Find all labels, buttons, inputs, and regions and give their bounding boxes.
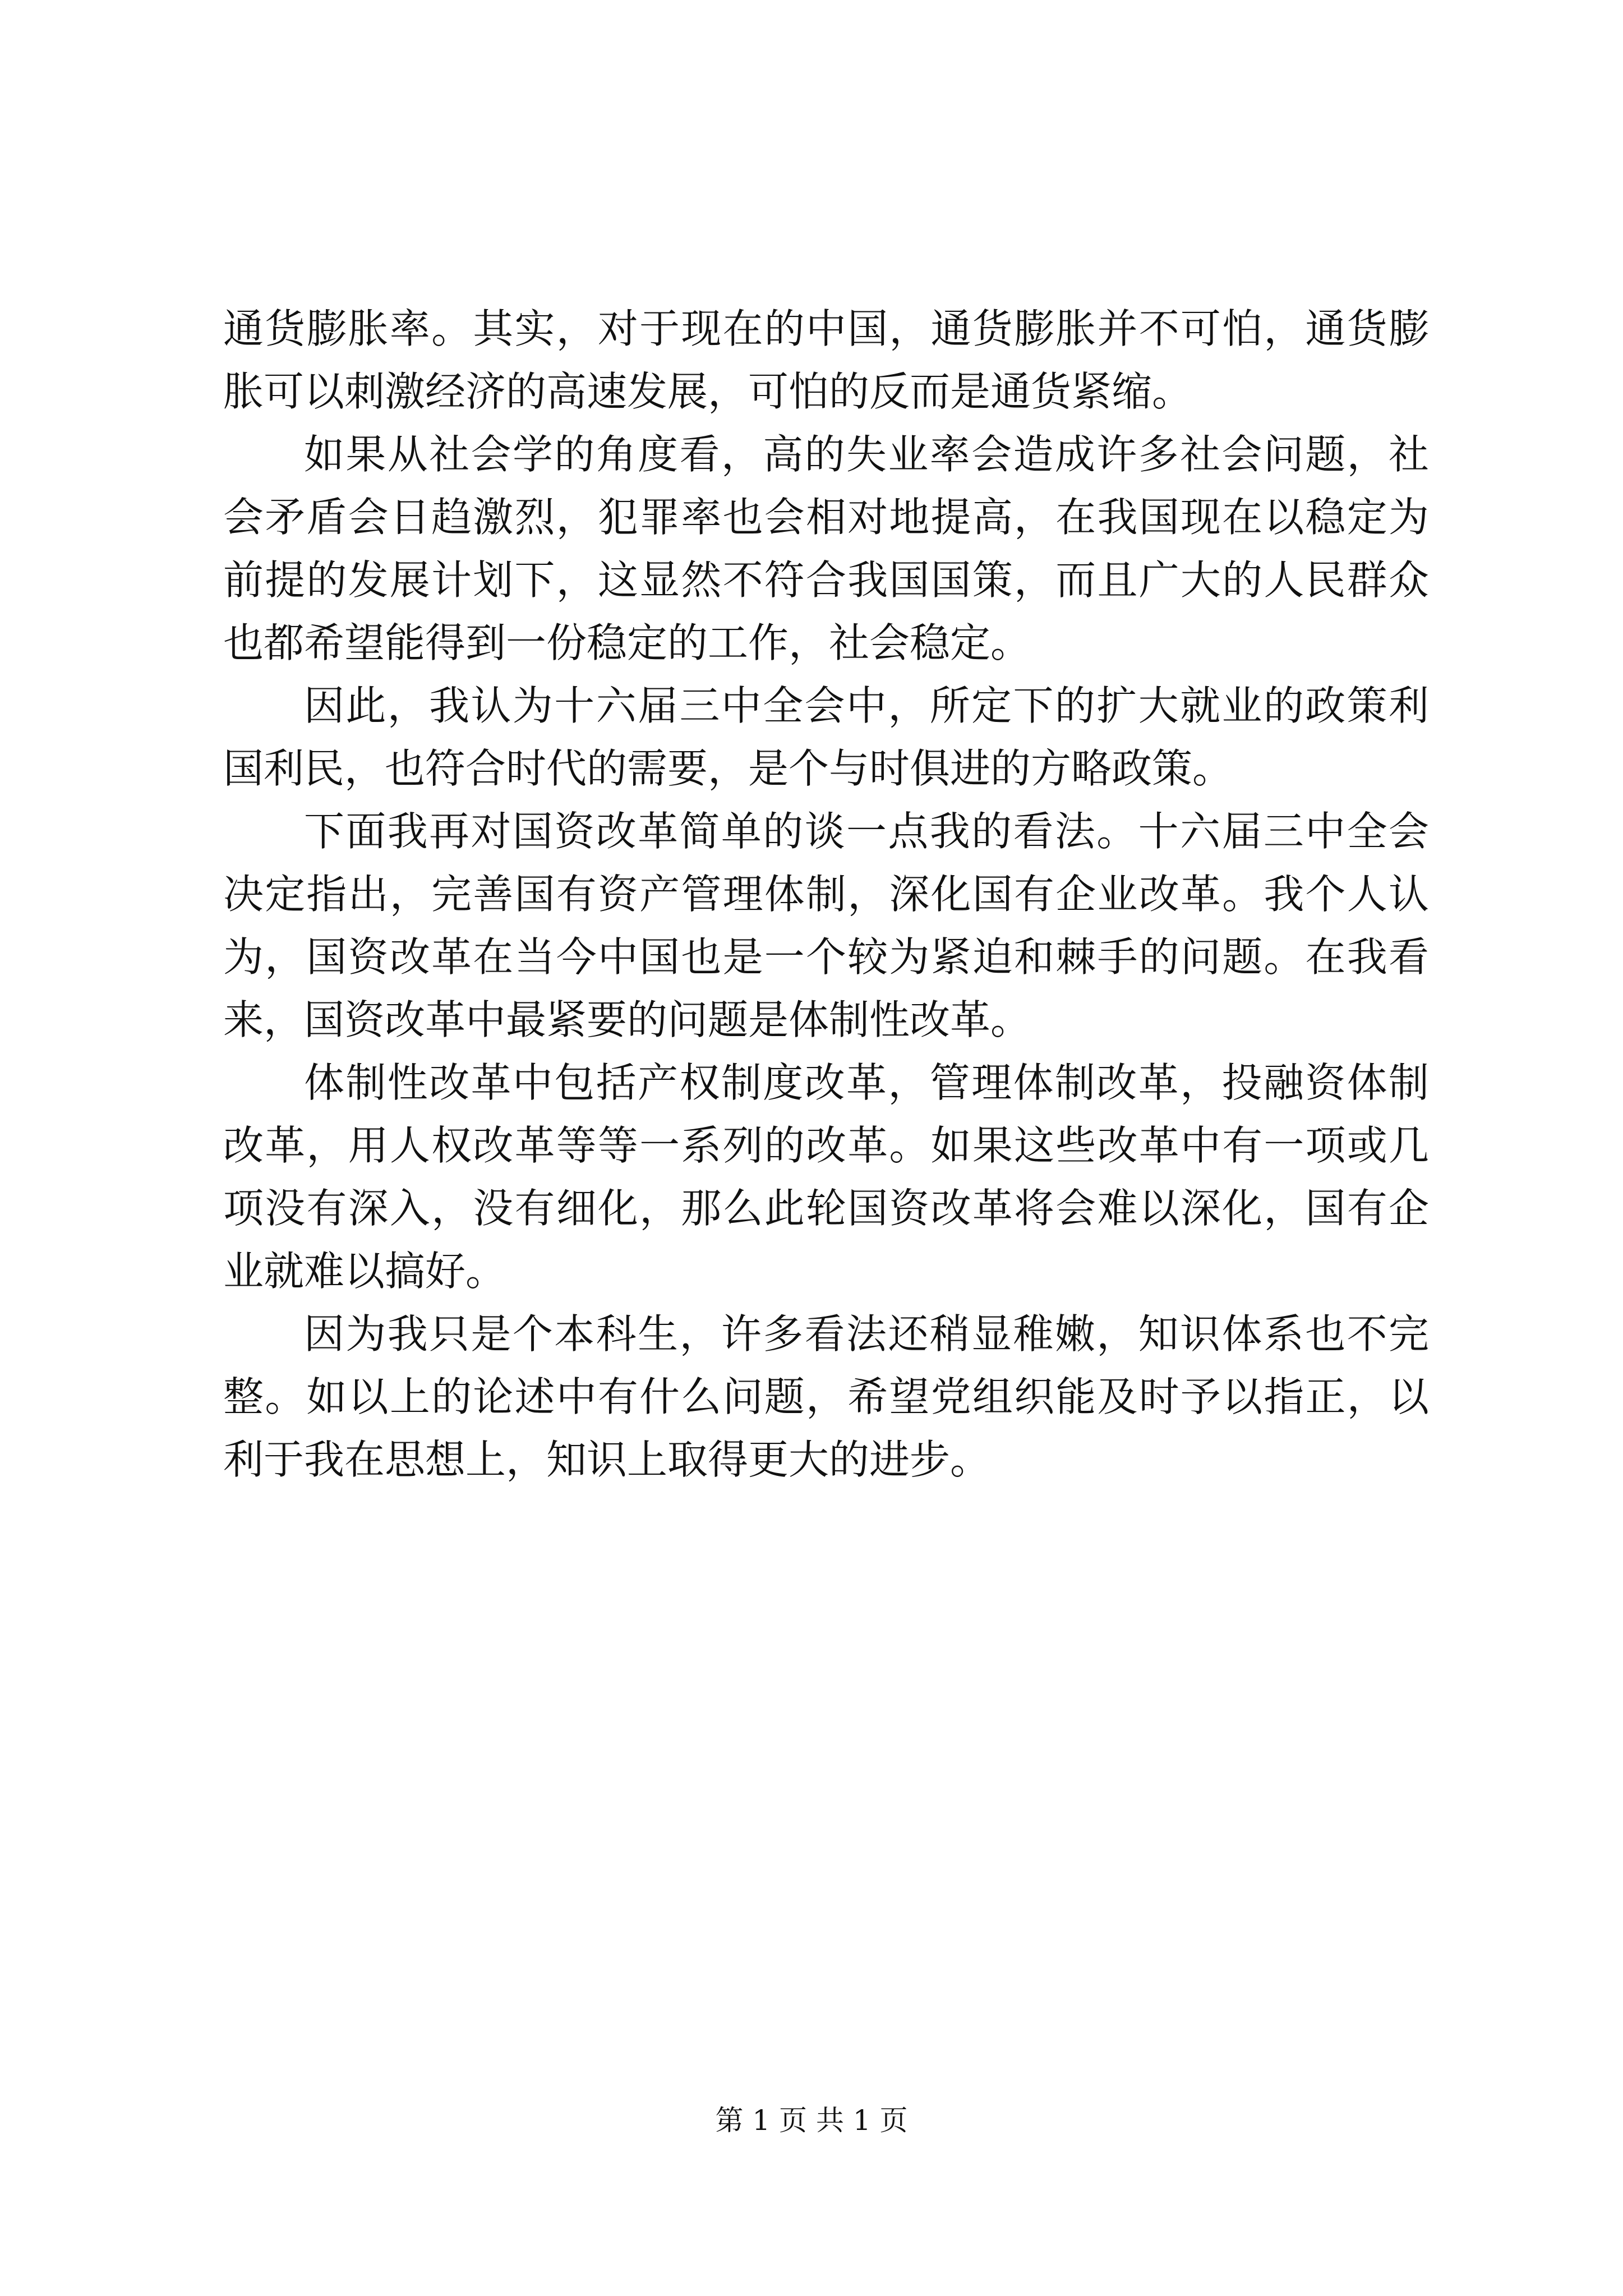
paragraph-continuation: 通货膨胀率。其实，对于现在的中国，通货膨胀并不可怕，通货膨胀可以刺激经济的高速发展，可怕的反而是通货紧缩。 xyxy=(223,305,1429,415)
paragraph-institutional-reform: 体制性改革中包括产权制度改革，管理体制改革，投融资体制改革，用人权改革等等一系列的改革。如果这些改革中有一项或几项没有深入，没有细化，那么此轮国资改革将会难以深化，国有企业就难以搞好。 xyxy=(223,1059,1429,1295)
paragraph-employment-policy: 因此，我认为十六届三中全会中，所定下的扩大就业的政策利国利民，也符合时代的需要，是个与时俱进的方略政策。 xyxy=(223,682,1429,792)
page-footer: 第 1 页 共 1 页 xyxy=(715,2104,908,2137)
paragraph-sociology: 如果从社会学的角度看，高的失业率会造成许多社会问题，社会矛盾会日趋激烈，犯罪率也会相对地提高，在我国现在以稳定为前提的发展计划下，这显然不符合我国国策，而且广大的人民群众也都希望能得到一份稳定的工作，社会稳定。 xyxy=(223,431,1429,666)
paragraph-state-asset-reform: 下面我再对国资改革简单的谈一点我的看法。十六届三中全会决定指出，完善国有资产管理体制，深化国有企业改革。我个人认为，国资改革在当今中国也是一个较为紧迫和棘手的问题。在我看来，国资改革中最紧要的问题是体制性改革。 xyxy=(223,808,1429,1043)
paragraph-conclusion: 因为我只是个本科生，许多看法还稍显稚嫩，知识体系也不完整。如以上的论述中有什么问题，希望党组织能及时予以指正，以利于我在思想上，知识上取得更大的进步。 xyxy=(223,1310,1429,1483)
document-body xyxy=(223,297,1429,1491)
